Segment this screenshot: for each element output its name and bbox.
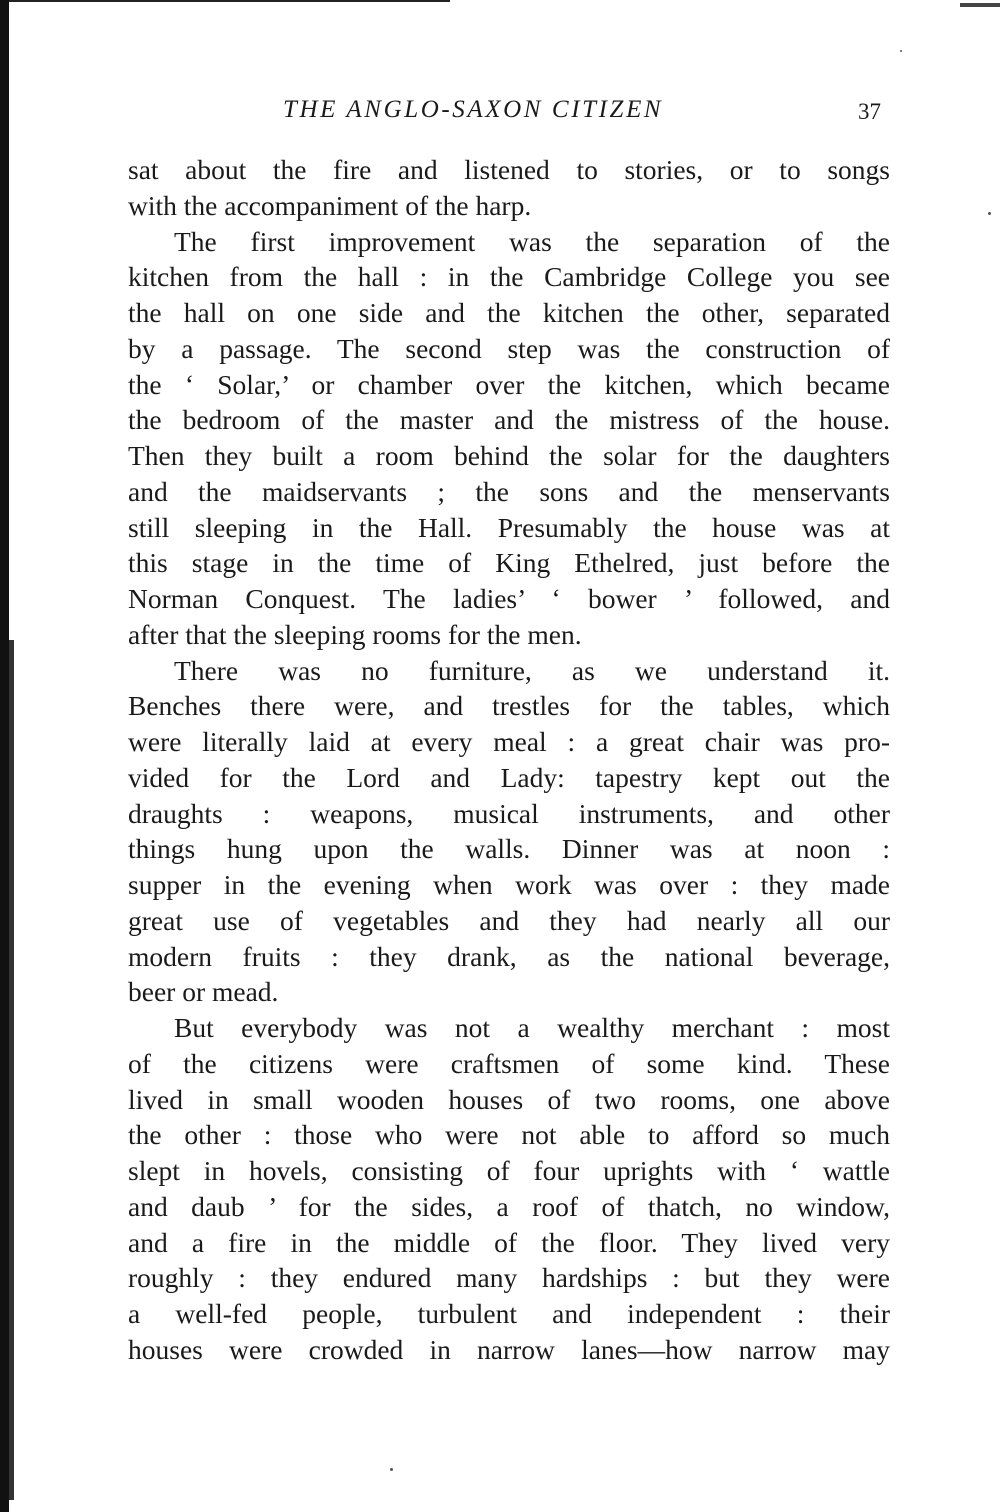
text-line: great use of vegetables and they had nearly all our (128, 904, 890, 936)
body-text (128, 152, 890, 1368)
text-line: by a passage. The second step was the construction of (128, 332, 890, 364)
text-line: after that the sleeping rooms for the men. (128, 618, 582, 650)
scan-top-edge (0, 0, 450, 2)
text-line: slept in hovels, consisting of four uprights with ‘ wattle (128, 1155, 890, 1186)
text-line: of the citizens were craftsmen of some kind. These (128, 1047, 890, 1079)
text-line: the hall on one side and the kitchen the other, separated (128, 297, 890, 328)
text-line: houses were crowded in narrow lanes—how narrow may (128, 1333, 890, 1365)
text-line: lived in small wooden houses of two rooms, one above (128, 1083, 890, 1115)
text-line: kitchen from the hall : in the Cambridge College you see (128, 261, 890, 293)
text-line: There was no furniture, as we understand it. (174, 654, 890, 686)
scan-speck (900, 50, 902, 52)
text-line: with the accompaniment of the harp. (128, 189, 532, 221)
text-line: still sleeping in the Hall. Presumably the house was at (128, 511, 890, 543)
text-line: things hung upon the walls. Dinner was at noon : (128, 833, 890, 865)
scan-corner-mark (960, 3, 1000, 7)
scan-speck (390, 1468, 393, 1471)
text-line: the bedroom of the master and the mistress of the house. (128, 404, 890, 436)
text-line: But everybody was not a wealthy merchant : most (174, 1012, 890, 1043)
text-line: vided for the Lord and Lady: tapestry kept out the (128, 761, 890, 793)
text-line: a well-fed people, turbulent and independent : their (128, 1298, 890, 1329)
text-line: supper in the evening when work was over : they made (128, 869, 890, 900)
text-line: and daub ’ for the sides, a roof of thatch, no window, (128, 1190, 890, 1222)
text-line: beer or mead. (128, 976, 279, 1008)
text-line: The first improvement was the separation of the (174, 225, 890, 257)
binding-edge (0, 0, 9, 1512)
running-title: THE ANGLO-SAXON CITIZEN (283, 96, 664, 123)
scan-speck (988, 212, 991, 215)
text-line: the other : those who were not able to afford so much (128, 1119, 890, 1151)
text-line: draughts : weapons, musical instruments, and other (128, 797, 890, 829)
running-head (0, 96, 1000, 136)
text-line: and a fire in the middle of the floor. They lived very (128, 1226, 890, 1258)
text-line: Norman Conquest. The ladies’ ‘ bower ’ followed, and (128, 583, 890, 614)
text-line: Benches there were, and trestles for the tables, which (128, 690, 890, 722)
text-line: sat about the fire and listened to stories, or to songs (128, 154, 890, 185)
text-line: modern fruits : they drank, as the national beverage, (128, 940, 890, 972)
text-line: this stage in the time of King Ethelred, just before the (128, 547, 890, 579)
text-line: and the maidservants ; the sons and the menservants (128, 475, 890, 507)
page-number: 37 (858, 99, 881, 124)
text-line: the ‘ Solar,’ or chamber over the kitchen, which became (128, 368, 890, 400)
text-line: were literally laid at every meal : a great chair was pro- (128, 726, 890, 757)
text-line: Then they built a room behind the solar for the daughters (128, 440, 890, 471)
binding-shadow (9, 640, 14, 1500)
text-line: roughly : they endured many hardships : but they were (128, 1262, 890, 1294)
